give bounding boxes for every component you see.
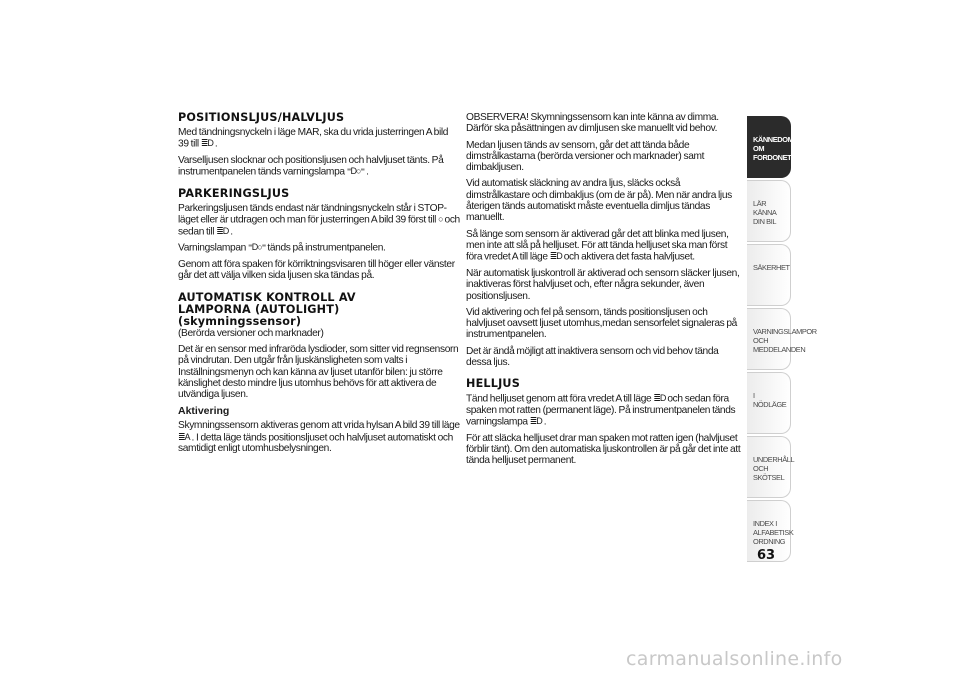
paragraph: Medan ljusen tänds av sensorn, går det att tända både dimstrålkastarna (berörda versioner och marknader) samt dimbakljusen. (466, 139, 705, 174)
position-lights-icon: ⁼D○⁼ (346, 166, 365, 177)
tab-maintenance[interactable]: UNDERHÅLL OCH SKÖTSEL (747, 436, 791, 498)
paragraph: OBSERVERA! Skymningssensorn kan inte känna av dimma. Därför ska påsättningen av dimljusen ske manuellt vid behov. (466, 112, 719, 135)
tab-index[interactable]: INDEX I ALFABETISK ORDNING (747, 500, 791, 562)
autolight-icon: ≣A (178, 431, 190, 442)
bulb-icon: ○ (438, 214, 443, 225)
paragraph: Genom att föra spaken för körriktningsvisaren till höger eller vänster går det att välja vilken sida ljusen ska tändas på. (178, 259, 455, 282)
tab-vehicle-knowledge[interactable]: KÄNNEDOM OM FORDONET (747, 116, 791, 178)
position-lights-icon: ⁼D○⁼ (247, 242, 266, 253)
tab-warning-lights[interactable]: VARNINGSLAMPOR OCH MEDDELANDEN (747, 308, 791, 370)
paragraph: (Berörda versioner och marknader) (178, 327, 324, 339)
high-beam-icon: ≣D (529, 416, 542, 427)
heading-position-lights: POSITIONSLJUS/HALVLJUS (178, 111, 345, 124)
low-beam-icon: ≣D (200, 138, 213, 149)
section-tabs (747, 116, 817, 564)
paragraph: Vid automatisk släckning av andra ljus, släcks också dimstrålkastare och dimbakljus (om de är på). Men när andra ljus återigen tänds automatiskt måste eventuella dimljus tändas manuellt. (466, 178, 732, 224)
watermark: carmanualsonline.info (626, 648, 843, 670)
heading-high-beam: HELLJUS (466, 377, 520, 391)
low-beam-icon: ≣D (549, 251, 562, 262)
right-column (466, 112, 742, 472)
tab-safety[interactable]: SÄKERHET (747, 244, 791, 306)
paragraph: Det är en sensor med infraröda lysdioder, som sitter vid regnsensorn på vindrutan. Den utgår från ljuskänsligheten som valts i Inställningsmenyn och kan känna av ljuset utanför bilen: ju större känslighet desto mindre ljus utomhus behövs för att aktivera de utvändiga ljusen. (178, 343, 459, 401)
paragraph: Med tändningsnyckeln i läge MAR, ska du vrida justerringen A bild 39 till ≣D . (178, 127, 449, 150)
page-number: 63 (757, 548, 776, 563)
heading-activation: Aktivering (178, 405, 230, 418)
paragraph: Skymningssensorn aktiveras genom att vrida hylsan A bild 39 till läge ≣A . I detta läge tänds positionsljuset och halvljuset automatiskt och samtidigt enligt utomhusbelysningen. (178, 420, 460, 455)
paragraph: Vid aktivering och fel på sensorn, tänds positionsljusen och halvljuset oavsett ljuset utomhus,medan sensorfelet signaleras på instrumentpanelen. (466, 306, 737, 341)
low-beam-icon: ≣D (216, 225, 229, 236)
paragraph: Tänd helljuset genom att föra vredet A till läge ≣D och sedan föra spaken mot ratten (permanent läge). På instrumentpanelen tänds varningslampa ≣D . (466, 393, 736, 428)
paragraph: Parkeringsljusen tänds endast när tändningsnyckeln står i STOP-läget eller är utdragen och man för justerringen A bild 39 först till ○ och sedan till ≣D . (178, 202, 460, 238)
heading-parking-lights: PARKERINGSLJUS (178, 186, 290, 200)
paragraph: Det är ändå möjligt att inaktivera sensorn och vid behov tända dessa ljus. (466, 345, 719, 368)
paragraph: Varselljusen slocknar och positionsljusen och halvljuset tänts. På instrumentpanelen tänds varningslampa ⁼D○⁼ . (178, 154, 444, 178)
tab-get-to-know-car[interactable]: LÄR KÄNNA DIN BIL (747, 180, 791, 242)
heading-autolight: AUTOMATISK KONTROLL AV LAMPORNA (AUTOLIGHT) (skymningssensor) (178, 290, 356, 328)
paragraph: Så länge som sensorn är aktiverad går det att blinka med ljusen, men inte att slå på helljuset. För att tända helljuset ska man först föra vredet A till läge ≣D och aktivera det fasta halvljuset. (466, 228, 729, 263)
low-beam-icon: ≣D (653, 393, 666, 404)
paragraph: När automatisk ljuskontroll är aktiverad och sensorn släcker ljusen, inaktiveras först halvljuset och, efter några sekunder, även positionsljusen. (466, 267, 740, 302)
paragraph: Varningslampan ⁼D○⁼ tänds på instrumentpanelen. (178, 242, 386, 254)
left-column (178, 112, 460, 460)
tab-emergency[interactable]: I NÖDLÄGE (747, 372, 791, 434)
paragraph: För att släcka helljuset drar man spaken mot ratten igen (halvljuset förblir tänt). Om den automatiska ljuskontrollen är på går det inte att tända helljuset permanent. (466, 432, 741, 467)
